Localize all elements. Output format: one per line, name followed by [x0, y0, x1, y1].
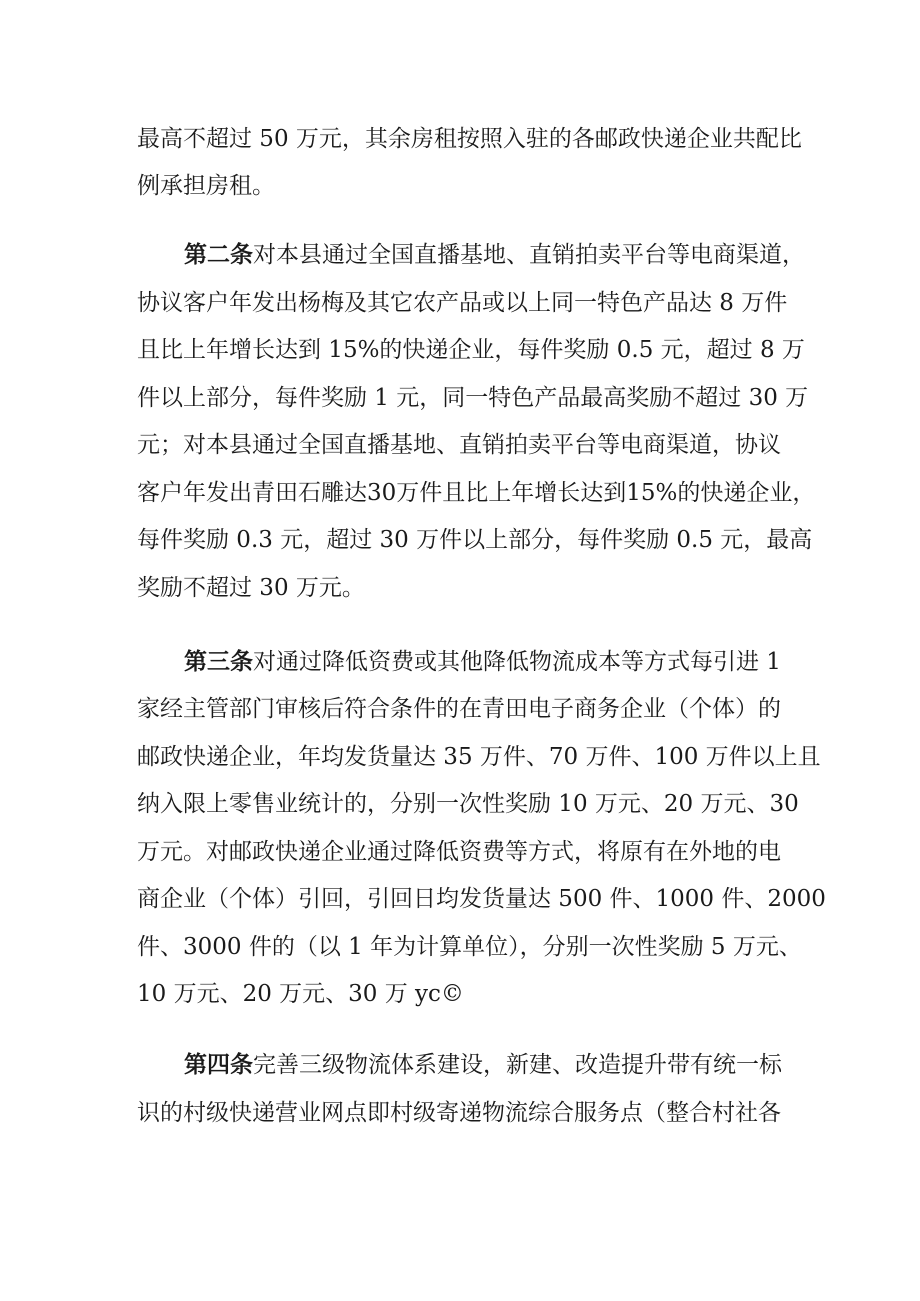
article-3-line-8: 10 万元、20 万元、30 万 yc© — [137, 981, 464, 1007]
article-3-line-2: 家经主管部门审核后符合条件的在青田电子商务企业（个体）的 — [137, 696, 781, 722]
article-2-line-3: 且比上年增长达到 15%的快递企业，每件奖励 0.5 元，超过 8 万 — [137, 337, 805, 363]
article-2-line-2: 协议客户年发出杨梅及其它农产品或以上同一特色产品达 8 万件 — [137, 290, 788, 316]
article-4-line-2: 识的村级快递营业网点即村级寄递物流综合服务点（整合村社各 — [137, 1100, 781, 1126]
article-3-line-7: 件、3000 件的（以 1 年为计算单位），分别一次性奖励 5 万元、 — [137, 934, 802, 960]
article-3-line-5: 万元。对邮政快递企业通过降低资费等方式，将原有在外地的电 — [137, 839, 781, 865]
paragraph-1-line-1: 最高不超过 50 万元，其余房租按照入驻的各邮政快递企业共配比 — [137, 126, 802, 152]
article-2-first-line — [184, 237, 805, 273]
paragraph-1-line-2: 例承担房租。 — [137, 173, 275, 199]
article-3-line-1: 对通过降低资费或其他降低物流成本等方式每引进 1 — [253, 649, 781, 675]
article-4-first-line — [184, 1047, 782, 1083]
article-2-line-5: 元；对本县通过全国直播基地、直销拍卖平台等电商渠道，协议 — [137, 432, 781, 458]
article-2-lead: 第二条 — [184, 241, 253, 268]
article-3-first-line — [184, 644, 781, 680]
article-2-line-1: 对本县通过全国直播基地、直销拍卖平台等电商渠道， — [253, 242, 805, 268]
article-2-line-7: 每件奖励 0.3 元，超过 30 万件以上部分，每件奖励 0.5 元，最高 — [137, 527, 813, 553]
article-4-line-1: 完善三级物流体系建设，新建、改造提升带有统一标 — [253, 1052, 782, 1078]
article-2-line-8: 奖励不超过 30 万元。 — [137, 575, 365, 601]
article-4-lead: 第四条 — [184, 1051, 253, 1078]
article-3-line-4: 纳入限上零售业统计的，分别一次性奖励 10 万元、20 万元、30 — [137, 791, 799, 817]
article-2-line-4: 件以上部分，每件奖励 1 元，同一特色产品最高奖励不超过 30 万 — [137, 385, 809, 411]
article-2-line-6: 客户年发出青田石雕达30万件且比上年增长达到15%的快递企业， — [137, 480, 816, 506]
article-3-line-3: 邮政快递企业，年均发货量达 35 万件、70 万件、100 万件以上且 — [137, 744, 821, 770]
article-3-lead: 第三条 — [184, 648, 253, 675]
article-3-line-6: 商企业（个体）引回，引回日均发货量达 500 件、1000 件、2000 — [137, 886, 826, 912]
